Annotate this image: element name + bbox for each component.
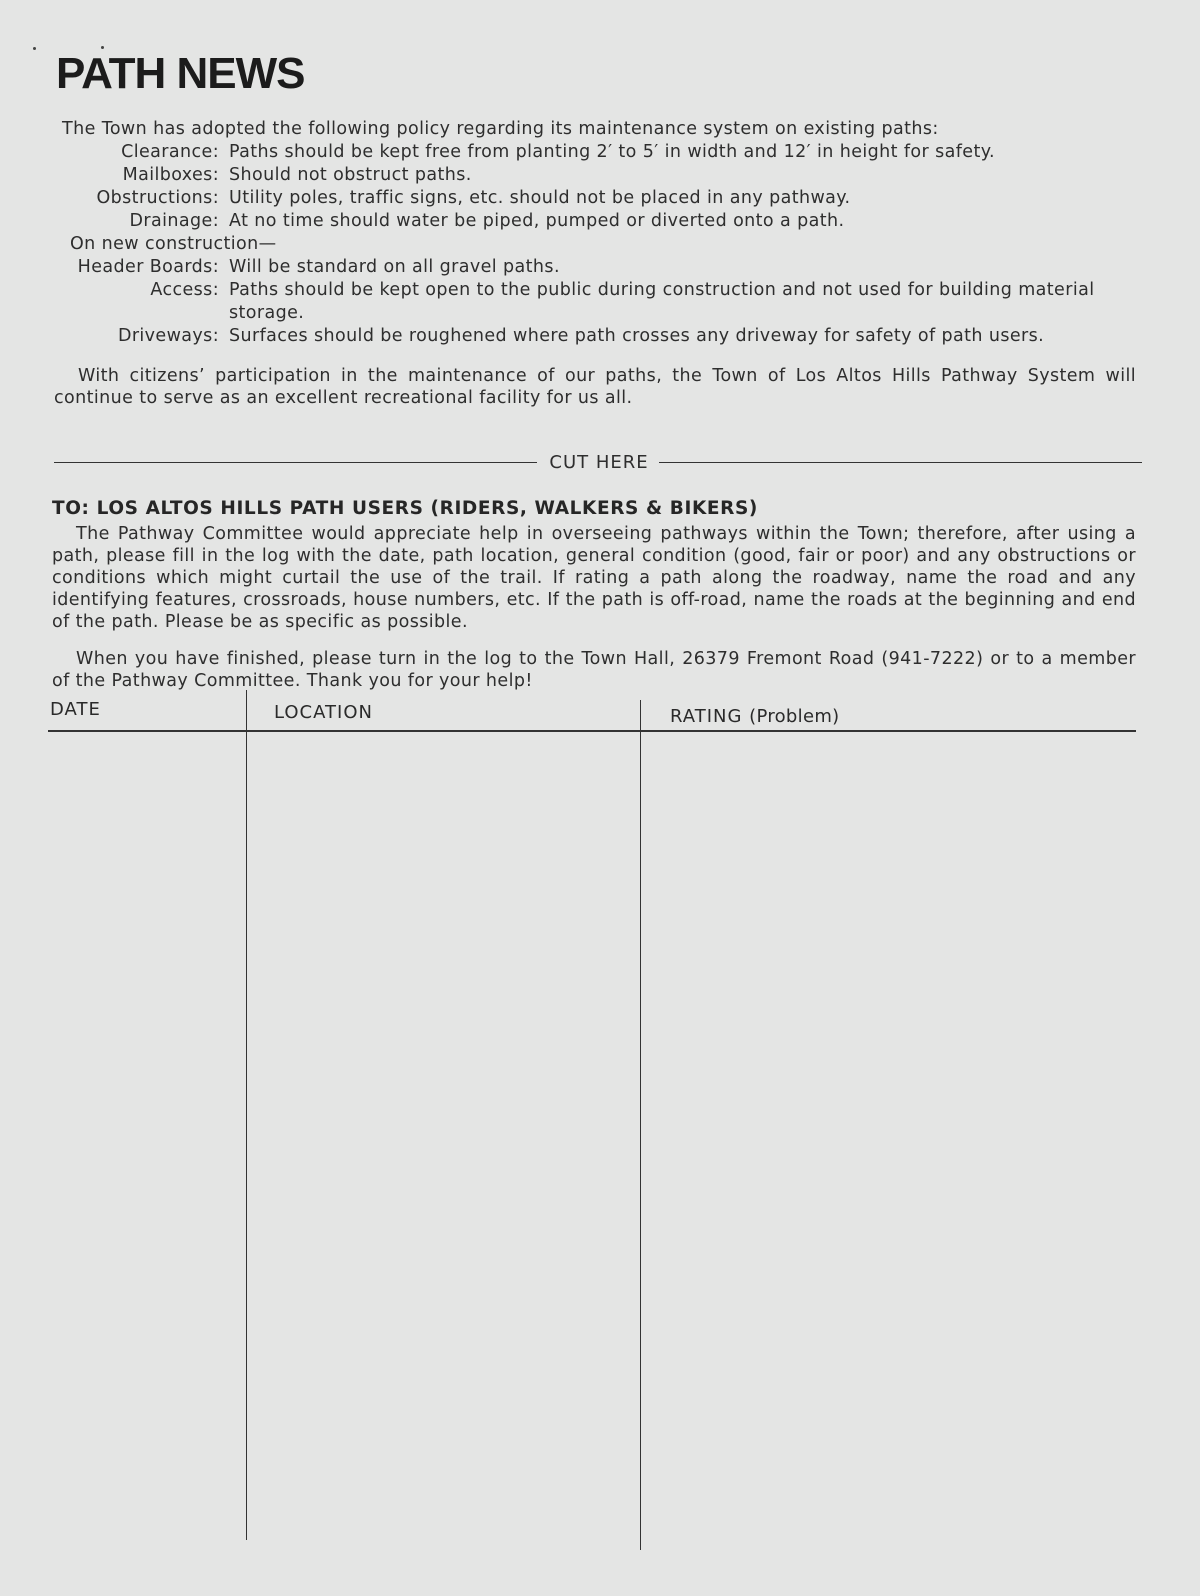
column-header-date: DATE	[50, 699, 101, 720]
policy-list	[54, 141, 1144, 348]
rating-label: RATING	[670, 706, 743, 727]
cut-rule-right	[659, 462, 1142, 463]
policy-description: Utility poles, traffic signs, etc. should not be placed in any pathway.	[229, 188, 851, 208]
policy-term: Obstructions:	[96, 188, 219, 208]
policy-term: Mailboxes:	[122, 165, 219, 185]
print-speck	[33, 47, 36, 50]
header-rule	[48, 730, 1136, 732]
rating-sublabel: (Problem)	[749, 706, 840, 727]
column-header-location: LOCATION	[274, 702, 373, 723]
policy-description: Will be standard on all gravel paths.	[229, 257, 560, 277]
policy-item	[54, 164, 1144, 187]
policy-term: Header Boards:	[77, 257, 219, 277]
policy-description: Paths should be kept open to the public during construction and not used for building material storage.	[229, 280, 1095, 323]
policy-description: Should not obstruct paths.	[229, 165, 472, 185]
cut-rule-left	[54, 462, 537, 463]
cut-line	[54, 450, 1142, 474]
policy-item	[54, 141, 1144, 164]
new-construction-heading: On new construction—	[70, 234, 277, 254]
form-instructions: The Pathway Committee would appreciate help in overseeing pathways within the Town; therefore, after using a path, please fill in the log with the date, path location, general condition (good, fair or poor) and any obstructions or conditions which might curtail the use of the trail. If rating a path along the roadway, name the road and any identifying features, crossroads, house numbers, etc. If the path is off-road, name the roads at the beginning and end of the path. Please be as specific as possible.	[52, 524, 1136, 632]
form-return-instructions: When you have finished, please turn in the log to the Town Hall, 26379 Fremont Road (941-7222) or to a member of the Pathway Committee. Thank you for your help!	[52, 649, 1136, 691]
policy-closing: With citizens’ participation in the maintenance of our paths, the Town of Los Altos Hills Pathway System will continue to serve as an excellent recreational facility for us all.	[54, 366, 1136, 408]
form-heading: TO: LOS ALTOS HILLS PATH USERS (RIDERS, WALKERS & BIKERS)	[52, 498, 758, 519]
policy-item	[54, 210, 1144, 233]
column-divider-date-location	[246, 690, 247, 1540]
column-header-rating	[670, 706, 840, 727]
policy-description: At no time should water be piped, pumped or diverted onto a path.	[229, 211, 845, 231]
policy-term: Access:	[150, 280, 219, 300]
column-divider-location-rating	[640, 700, 641, 1550]
policy-intro: The Town has adopted the following policy regarding its maintenance system on existing paths:	[62, 119, 939, 139]
policy-description: Surfaces should be roughened where path crosses any driveway for safety of path users.	[229, 326, 1045, 346]
policy-term: Clearance:	[121, 142, 219, 162]
policy-term: Driveways:	[117, 326, 219, 346]
path-log-table	[48, 690, 1136, 1550]
page-title: PATH NEWS	[56, 49, 305, 98]
policy-item	[54, 256, 1144, 279]
policy-term: Drainage:	[129, 211, 219, 231]
policy-item	[54, 325, 1144, 348]
policy-description: Paths should be kept free from planting 2′ to 5′ in width and 12′ in height for safety.	[229, 142, 995, 162]
policy-item	[54, 187, 1144, 210]
cut-here-label: CUT HERE	[549, 451, 649, 473]
policy-item	[54, 279, 1144, 325]
